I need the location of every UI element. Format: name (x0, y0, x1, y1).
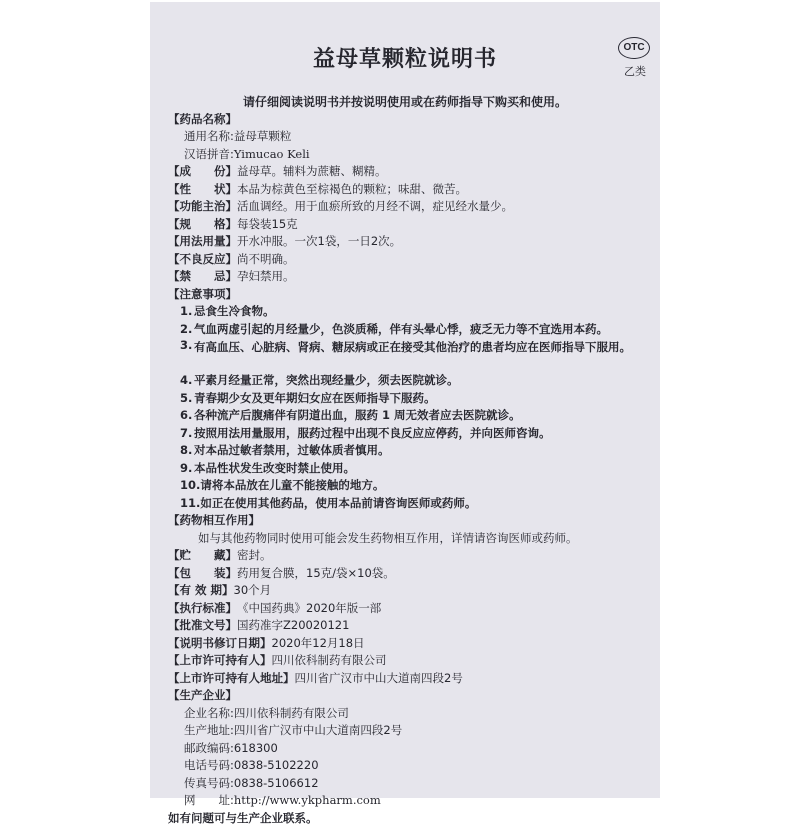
section-value: 药用复合膜，15克/袋×10袋。 (237, 565, 395, 580)
section-indications (168, 198, 648, 216)
section-label: 【包 装】 (168, 565, 237, 580)
section-contraindications (168, 268, 648, 286)
footer-note (168, 809, 648, 827)
leaflet-body (168, 110, 648, 827)
section-interactions (168, 512, 648, 530)
section-storage (168, 547, 648, 565)
item-number: 8. (180, 443, 193, 458)
section-value: 如与其他药物同时使用可能会发生药物相互作用，详情请咨询医师或药师。 (198, 530, 578, 545)
section-label: 【禁 忌】 (168, 269, 237, 284)
item-text: 有高血压、心脏病、肾病、糖尿病或正在接受其他治疗的患者均应在医师指导下服用。 (194, 339, 631, 354)
section-properties (168, 180, 648, 198)
field-label: 邮政编码: (184, 740, 234, 755)
manufacturer-field (168, 704, 648, 722)
section-label: 【贮 藏】 (168, 548, 237, 563)
item-text: 本品性状发生改变时禁止使用。 (194, 460, 355, 475)
usage-notice: 请仔细阅读说明书并按说明使用或在药师指导下购买和使用。 (242, 95, 567, 109)
field-label: 传真号码: (184, 775, 234, 790)
section-package (168, 564, 648, 582)
section-label: 【生产企业】 (168, 688, 237, 703)
interactions-text (168, 529, 648, 547)
section-value: 孕妇禁用。 (237, 269, 295, 284)
item-number: 1. (180, 304, 193, 319)
item-text: 对本品过敏者禁用，过敏体质者慎用。 (194, 443, 390, 458)
generic-name-value: 益母草颗粒 (233, 129, 292, 144)
item-number: 9. (180, 460, 193, 475)
section-label: 【上市许可持有人地址】 (168, 670, 295, 685)
precaution-item (168, 477, 648, 495)
section-label: 【药品名称】 (168, 111, 237, 126)
item-number: 6. (180, 408, 193, 423)
section-label: 【功能主治】 (168, 199, 237, 214)
section-label: 【说明书修订日期】 (168, 635, 272, 650)
manufacturer-field (168, 792, 648, 810)
section-label: 【注意事项】 (168, 286, 237, 301)
section-label: 【执行标准】 (168, 600, 237, 615)
section-precautions (168, 285, 648, 303)
field-value: 0838-5102220 (233, 758, 319, 773)
generic-name-row (168, 128, 648, 146)
section-label: 【用法用量】 (168, 234, 237, 249)
precaution-item (168, 338, 648, 372)
section-value: 开水冲服。一次1袋，一日2次。 (237, 234, 402, 249)
pinyin-value: Yimucao Keli (233, 146, 310, 161)
section-value: 30个月 (233, 583, 272, 598)
field-value: 618300 (233, 740, 278, 755)
item-text: 平素月经量正常，突然出现经量少，须去医院就诊。 (194, 373, 459, 388)
section-dosage (168, 233, 648, 251)
section-value: 密封。 (237, 548, 272, 563)
section-adverse (168, 250, 648, 268)
section-label: 【有 效 期】 (168, 583, 234, 598)
section-revision-date (168, 634, 648, 652)
section-label: 【药物相互作用】 (168, 513, 260, 528)
item-text: 忌食生冷食物。 (194, 304, 275, 319)
section-value: 《中国药典》2020年版一部 (237, 600, 382, 615)
item-number: 7. (180, 425, 193, 440)
section-label: 【性 状】 (168, 181, 237, 196)
leaflet-paper (150, 2, 660, 825)
item-number: 3. (180, 337, 193, 352)
item-number: 10. (180, 478, 201, 493)
manufacturer-field (168, 722, 648, 740)
section-mah-address (168, 669, 648, 687)
section-label: 【上市许可持有人】 (168, 653, 272, 668)
item-text: 如正在使用其他药品，使用本品前请咨询医师或药师。 (200, 495, 477, 510)
section-value: 国药准字Z20020121 (237, 618, 350, 633)
manufacturer-field (168, 739, 648, 757)
precaution-item (168, 442, 648, 460)
section-label: 【不良反应】 (168, 251, 237, 266)
section-value: 尚不明确。 (237, 251, 295, 266)
section-spec (168, 215, 648, 233)
section-drug-name (168, 110, 648, 128)
field-label: 网 址: (184, 793, 234, 808)
section-value: 四川依科制药有限公司 (271, 653, 387, 668)
field-value: 0838-5106612 (233, 775, 319, 790)
section-manufacturer (168, 687, 648, 705)
otc-badge: OTC (618, 37, 650, 59)
field-label: 企业名称: (184, 705, 234, 720)
page-title: 益母草颗粒说明书 (312, 47, 497, 72)
section-validity (168, 582, 648, 600)
section-label: 【规 格】 (168, 216, 237, 231)
otc-class-label: 乙类 (624, 65, 646, 78)
item-text: 按照用法用量服用，服药过程中出现不良反应应停药，并向医师咨询。 (194, 425, 551, 440)
item-text: 各种流产后腹痛伴有阴道出血，服药 1 周无效者应去医院就诊。 (194, 408, 521, 423)
field-value: 四川省广汉市中山大道南四段2号 (233, 723, 403, 738)
precaution-item (168, 320, 648, 338)
website-value: http://www.ykpharm.com (233, 793, 381, 808)
precaution-item (168, 459, 648, 477)
precaution-item (168, 389, 648, 407)
item-number: 5. (180, 390, 193, 405)
section-value: 四川省广汉市中山大道南四段2号 (294, 670, 463, 685)
footer-text: 如有问题可与生产企业联系。 (168, 810, 318, 825)
section-value: 2020年12月18日 (271, 635, 365, 650)
section-mah (168, 652, 648, 670)
field-value: 四川依科制药有限公司 (233, 705, 349, 720)
section-value: 本品为棕黄色至棕褐色的颗粒；味甜、微苦。 (237, 181, 467, 196)
field-label: 电话号码: (184, 758, 234, 773)
item-number: 2. (180, 321, 193, 336)
precaution-item (168, 494, 648, 512)
pinyin-row (168, 145, 648, 163)
section-value: 益母草。辅料为蔗糖、糊精。 (237, 164, 387, 179)
manufacturer-field (168, 774, 648, 792)
field-label: 生产地址: (184, 723, 234, 738)
precaution-item (168, 372, 648, 390)
field-label: 汉语拼音: (184, 146, 234, 161)
section-value: 活血调经。用于血瘀所致的月经不调，症见经水量少。 (237, 199, 513, 214)
field-label: 通用名称: (184, 129, 234, 144)
item-text: 气血两虚引起的月经量少，色淡质稀，伴有头晕心悸，疲乏无力等不宜选用本药。 (194, 321, 608, 336)
item-text: 请将本品放在儿童不能接触的地方。 (200, 478, 385, 493)
precaution-item (168, 303, 648, 321)
section-composition (168, 163, 648, 181)
section-value: 每袋装15克 (237, 216, 298, 231)
item-number: 4. (180, 373, 193, 388)
item-number: 11. (180, 495, 201, 510)
section-label: 【成 份】 (168, 164, 237, 179)
section-approval (168, 617, 648, 635)
precaution-item (168, 407, 648, 425)
precaution-item (168, 424, 648, 442)
item-text: 青春期少女及更年期妇女应在医师指导下服药。 (194, 390, 436, 405)
section-label: 【批准文号】 (168, 618, 237, 633)
section-standard (168, 599, 648, 617)
manufacturer-field (168, 757, 648, 775)
